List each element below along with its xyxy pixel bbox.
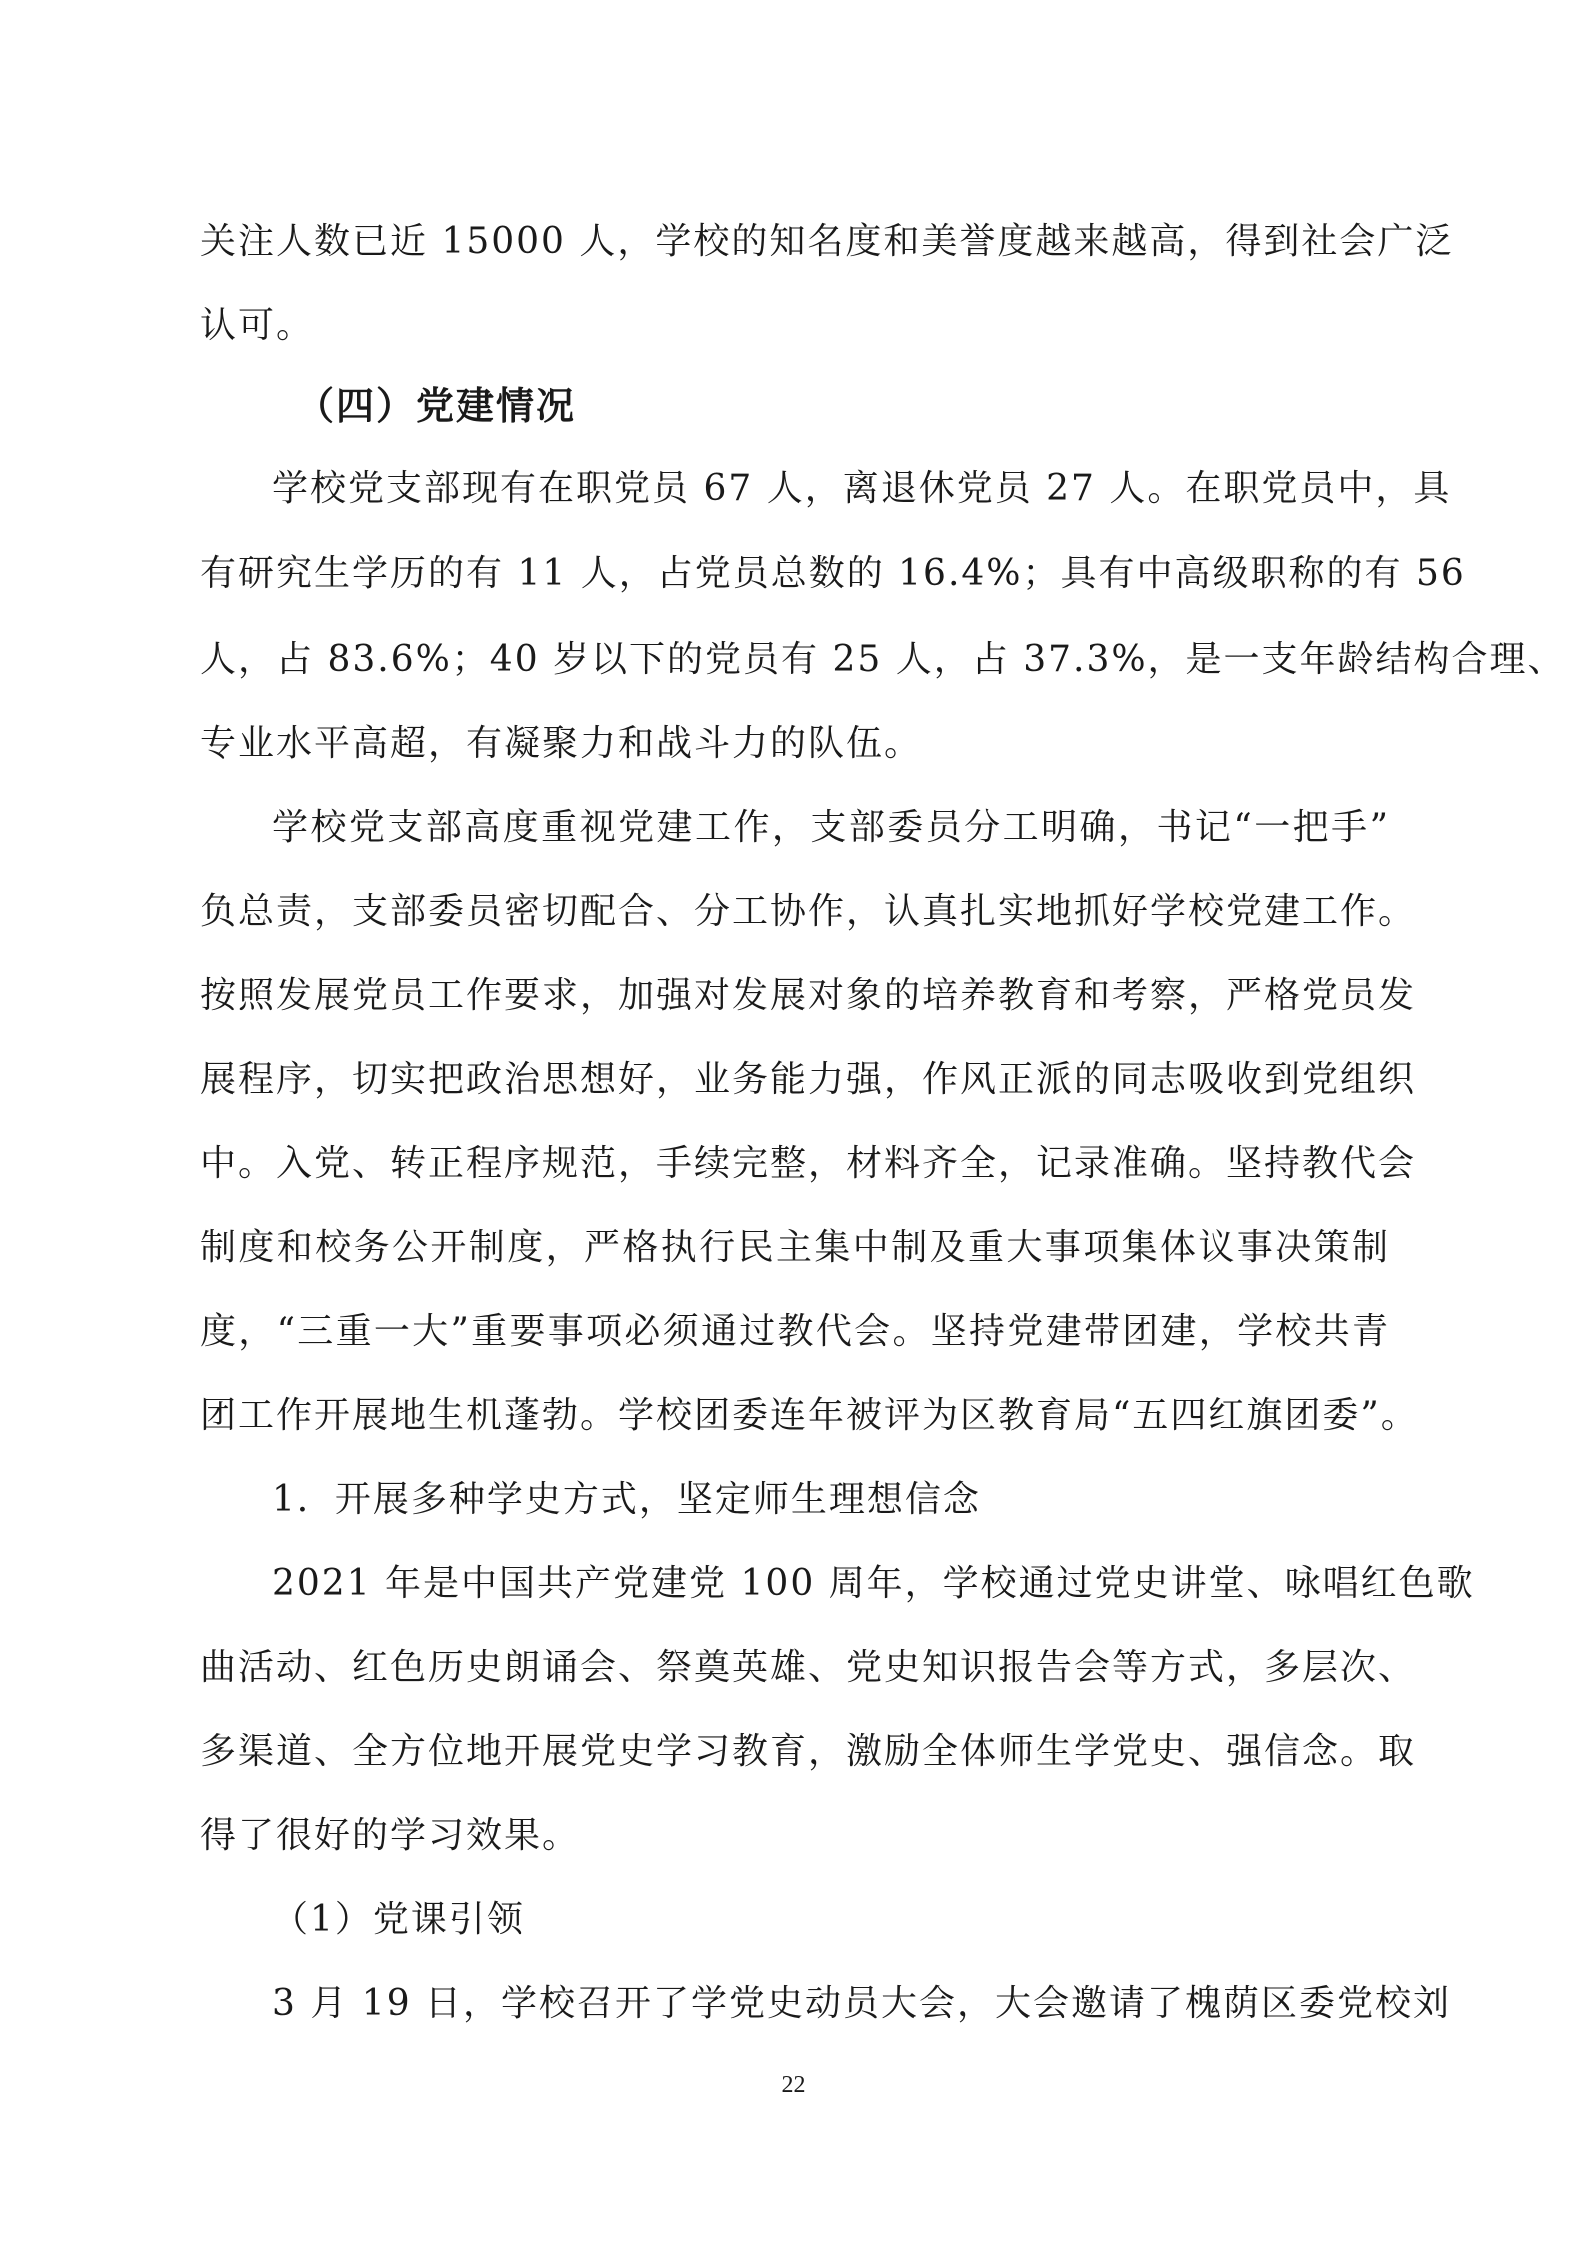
text-line: 展程序，切实把政治思想好，业务能力强，作风正派的同志吸收到党组织 — [200, 1059, 1417, 1100]
text-line: 学校党支部高度重视党建工作，支部委员分工明确，书记“一把手” — [272, 807, 1390, 848]
text-line: 专业水平高超，有凝聚力和战斗力的队伍。 — [200, 723, 923, 764]
text-line: 关注人数已近 15000 人，学校的知名度和美誉度越来越高，得到社会广泛 — [200, 221, 1454, 262]
subsection-title: 1．开展多种学史方式，坚定师生理想信念 — [272, 1479, 981, 1520]
text-line: 3 月 19 日，学校召开了学党史动员大会，大会邀请了槐荫区委党校刘 — [272, 1983, 1452, 2024]
text-line: 制度和校务公开制度，严格执行民主集中制及重大事项集体议事决策制 — [200, 1227, 1390, 1268]
text-line: 曲活动、红色历史朗诵会、祭奠英雄、党史知识报告会等方式，多层次、 — [200, 1647, 1417, 1688]
text-line: 团工作开展地生机蓬勃。学校团委连年被评为区教育局“五四红旗团委”。 — [200, 1395, 1419, 1436]
text-line: 按照发展党员工作要求，加强对发展对象的培养教育和考察，严格党员发 — [200, 975, 1417, 1016]
text-line: 认可。 — [200, 305, 315, 346]
subsection-title: （1）党课引领 — [272, 1899, 525, 1940]
text-line: 负总责，支部委员密切配合、分工协作，认真扎实地抓好学校党建工作。 — [200, 891, 1417, 932]
text-line: 2021 年是中国共产党建党 100 周年，学校通过党史讲堂、咏唱红色歌 — [272, 1563, 1475, 1604]
text-line: 中。入党、转正程序规范，手续完整，材料齐全，记录准确。坚持教代会 — [200, 1143, 1417, 1184]
page-number: 22 — [781, 2072, 806, 2098]
section-heading: （四）党建情况 — [296, 383, 577, 428]
text-line: 多渠道、全方位地开展党史学习教育，激励全体师生学党史、强信念。取 — [200, 1731, 1417, 1772]
text-line: 度，“三重一大”重要事项必须通过教代会。坚持党建带团建，学校共青 — [200, 1311, 1390, 1352]
text-line: 有研究生学历的有 11 人，占党员总数的 16.4%；具有中高级职称的有 56 — [200, 553, 1466, 594]
text-line: 人，占 83.6%；40 岁以下的党员有 25 人，占 37.3%，是一支年龄结构合理、 — [200, 639, 1566, 680]
text-line: 学校党支部现有在职党员 67 人，离退休党员 27 人。在职党员中，具 — [272, 468, 1452, 509]
text-line: 得了很好的学习效果。 — [200, 1815, 581, 1856]
